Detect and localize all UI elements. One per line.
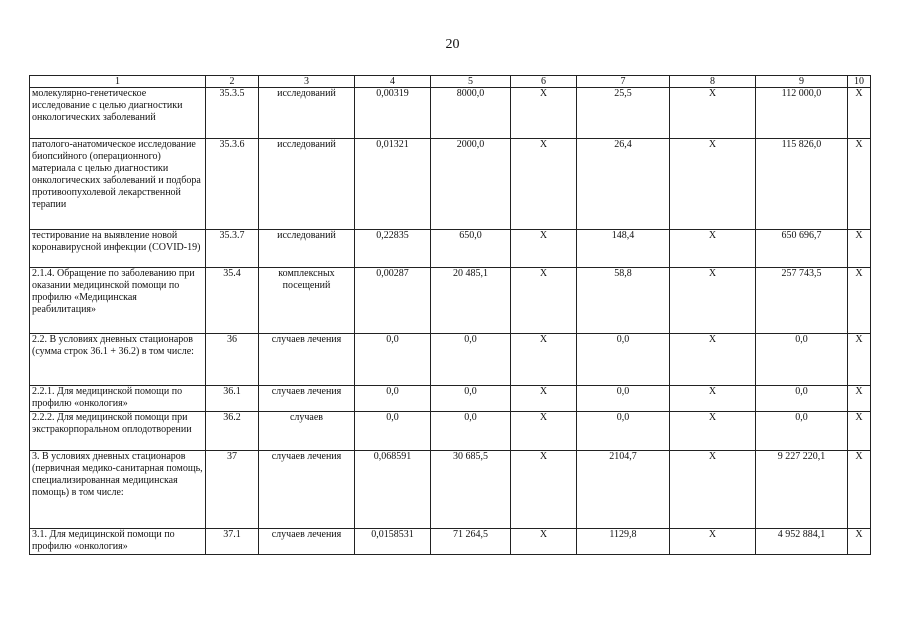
table-row	[30, 139, 871, 230]
row-unit: случаев	[259, 412, 355, 451]
cell-col4: 0,01321	[355, 139, 431, 230]
cell-col4: 0,0158531	[355, 529, 431, 555]
column-header: 7	[577, 76, 670, 88]
cell-col9: 0,0	[756, 412, 848, 451]
cell-col9: 4 952 884,1	[756, 529, 848, 555]
cell-col8: X	[670, 230, 756, 268]
data-table	[29, 75, 871, 555]
row-unit: исследований	[259, 230, 355, 268]
column-header: 1	[30, 76, 206, 88]
cell-col6: X	[511, 268, 577, 334]
page-number: 20	[445, 37, 460, 52]
row-unit: случаев лечения	[259, 386, 355, 412]
cell-col7: 0,0	[577, 334, 670, 386]
row-code: 37	[206, 451, 259, 529]
cell-col5: 2000,0	[431, 139, 511, 230]
cell-col5: 8000,0	[431, 88, 511, 139]
cell-col8: X	[670, 451, 756, 529]
cell-col10: X	[848, 451, 871, 529]
row-name: 2.2. В условиях дневных стационаров (сумма строк 36.1 + 36.2) в том числе:	[30, 334, 206, 386]
cell-col6: X	[511, 386, 577, 412]
cell-col5: 0,0	[431, 386, 511, 412]
column-header: 10	[848, 76, 871, 88]
column-header: 9	[756, 76, 848, 88]
cell-col8: X	[670, 88, 756, 139]
cell-col6: X	[511, 334, 577, 386]
row-code: 35.3.5	[206, 88, 259, 139]
cell-col5: 20 485,1	[431, 268, 511, 334]
cell-col7: 2104,7	[577, 451, 670, 529]
cell-col6: X	[511, 529, 577, 555]
cell-col9: 257 743,5	[756, 268, 848, 334]
cell-col9: 112 000,0	[756, 88, 848, 139]
table-header-row	[30, 76, 871, 88]
cell-col10: X	[848, 412, 871, 451]
cell-col5: 0,0	[431, 412, 511, 451]
cell-col5: 30 685,5	[431, 451, 511, 529]
cell-col5: 0,0	[431, 334, 511, 386]
table-row	[30, 334, 871, 386]
row-code: 35.3.7	[206, 230, 259, 268]
cell-col8: X	[670, 386, 756, 412]
cell-col5: 71 264,5	[431, 529, 511, 555]
cell-col8: X	[670, 268, 756, 334]
cell-col6: X	[511, 412, 577, 451]
cell-col4: 0,0	[355, 334, 431, 386]
cell-col10: X	[848, 334, 871, 386]
cell-col6: X	[511, 139, 577, 230]
column-header: 6	[511, 76, 577, 88]
row-name: 2.2.1. Для медицинской помощи по профилю «онкология»	[30, 386, 206, 412]
cell-col7: 0,0	[577, 412, 670, 451]
row-code: 36.1	[206, 386, 259, 412]
cell-col10: X	[848, 529, 871, 555]
table-row	[30, 451, 871, 529]
table-row	[30, 230, 871, 268]
row-name: молекулярно-генетическое исследование с целью диагностики онкологических заболеваний	[30, 88, 206, 139]
row-code: 36.2	[206, 412, 259, 451]
column-header: 8	[670, 76, 756, 88]
cell-col5: 650,0	[431, 230, 511, 268]
row-unit: исследований	[259, 139, 355, 230]
table-row	[30, 386, 871, 412]
row-unit: исследований	[259, 88, 355, 139]
cell-col4: 0,068591	[355, 451, 431, 529]
row-code: 37.1	[206, 529, 259, 555]
cell-col8: X	[670, 529, 756, 555]
column-header: 5	[431, 76, 511, 88]
cell-col4: 0,0	[355, 386, 431, 412]
row-unit: случаев лечения	[259, 451, 355, 529]
cell-col7: 26,4	[577, 139, 670, 230]
cell-col8: X	[670, 412, 756, 451]
row-unit: случаев лечения	[259, 529, 355, 555]
table-row	[30, 88, 871, 139]
table-row	[30, 529, 871, 555]
cell-col9: 0,0	[756, 386, 848, 412]
cell-col4: 0,00319	[355, 88, 431, 139]
cell-col4: 0,0	[355, 412, 431, 451]
cell-col4: 0,22835	[355, 230, 431, 268]
cell-col7: 25,5	[577, 88, 670, 139]
cell-col6: X	[511, 230, 577, 268]
column-header: 4	[355, 76, 431, 88]
cell-col9: 650 696,7	[756, 230, 848, 268]
cell-col6: X	[511, 88, 577, 139]
row-code: 35.4	[206, 268, 259, 334]
row-unit: комплексных посещений	[259, 268, 355, 334]
row-name: 3. В условиях дневных стационаров (первичная медико-санитарная помощь, специализированная медицинская помощь) в том числе:	[30, 451, 206, 529]
cell-col9: 115 826,0	[756, 139, 848, 230]
cell-col7: 0,0	[577, 386, 670, 412]
row-code: 36	[206, 334, 259, 386]
row-unit: случаев лечения	[259, 334, 355, 386]
cell-col10: X	[848, 230, 871, 268]
row-name: патолого-анатомическое исследование биопсийного (операционного) материала с целью диагностики онкологических заболеваний и подбора противоопухолевой лекарственной терапии	[30, 139, 206, 230]
column-header: 2	[206, 76, 259, 88]
cell-col6: X	[511, 451, 577, 529]
cell-col4: 0,00287	[355, 268, 431, 334]
cell-col10: X	[848, 88, 871, 139]
row-name: тестирование на выявление новой коронавирусной инфекции (COVID-19)	[30, 230, 206, 268]
cell-col10: X	[848, 386, 871, 412]
column-header: 3	[259, 76, 355, 88]
row-name: 2.2.2. Для медицинской помощи при экстракорпоральном оплодотворении	[30, 412, 206, 451]
cell-col7: 58,8	[577, 268, 670, 334]
cell-col8: X	[670, 334, 756, 386]
cell-col7: 148,4	[577, 230, 670, 268]
row-name: 2.1.4. Обращение по заболеванию при оказании медицинской помощи по профилю «Медицинская реабилитация»	[30, 268, 206, 334]
cell-col8: X	[670, 139, 756, 230]
cell-col9: 9 227 220,1	[756, 451, 848, 529]
table-row	[30, 268, 871, 334]
row-name: 3.1. Для медицинской помощи по профилю «онкология»	[30, 529, 206, 555]
cell-col10: X	[848, 139, 871, 230]
cell-col7: 1129,8	[577, 529, 670, 555]
row-code: 35.3.6	[206, 139, 259, 230]
cell-col9: 0,0	[756, 334, 848, 386]
table-row	[30, 412, 871, 451]
cell-col10: X	[848, 268, 871, 334]
